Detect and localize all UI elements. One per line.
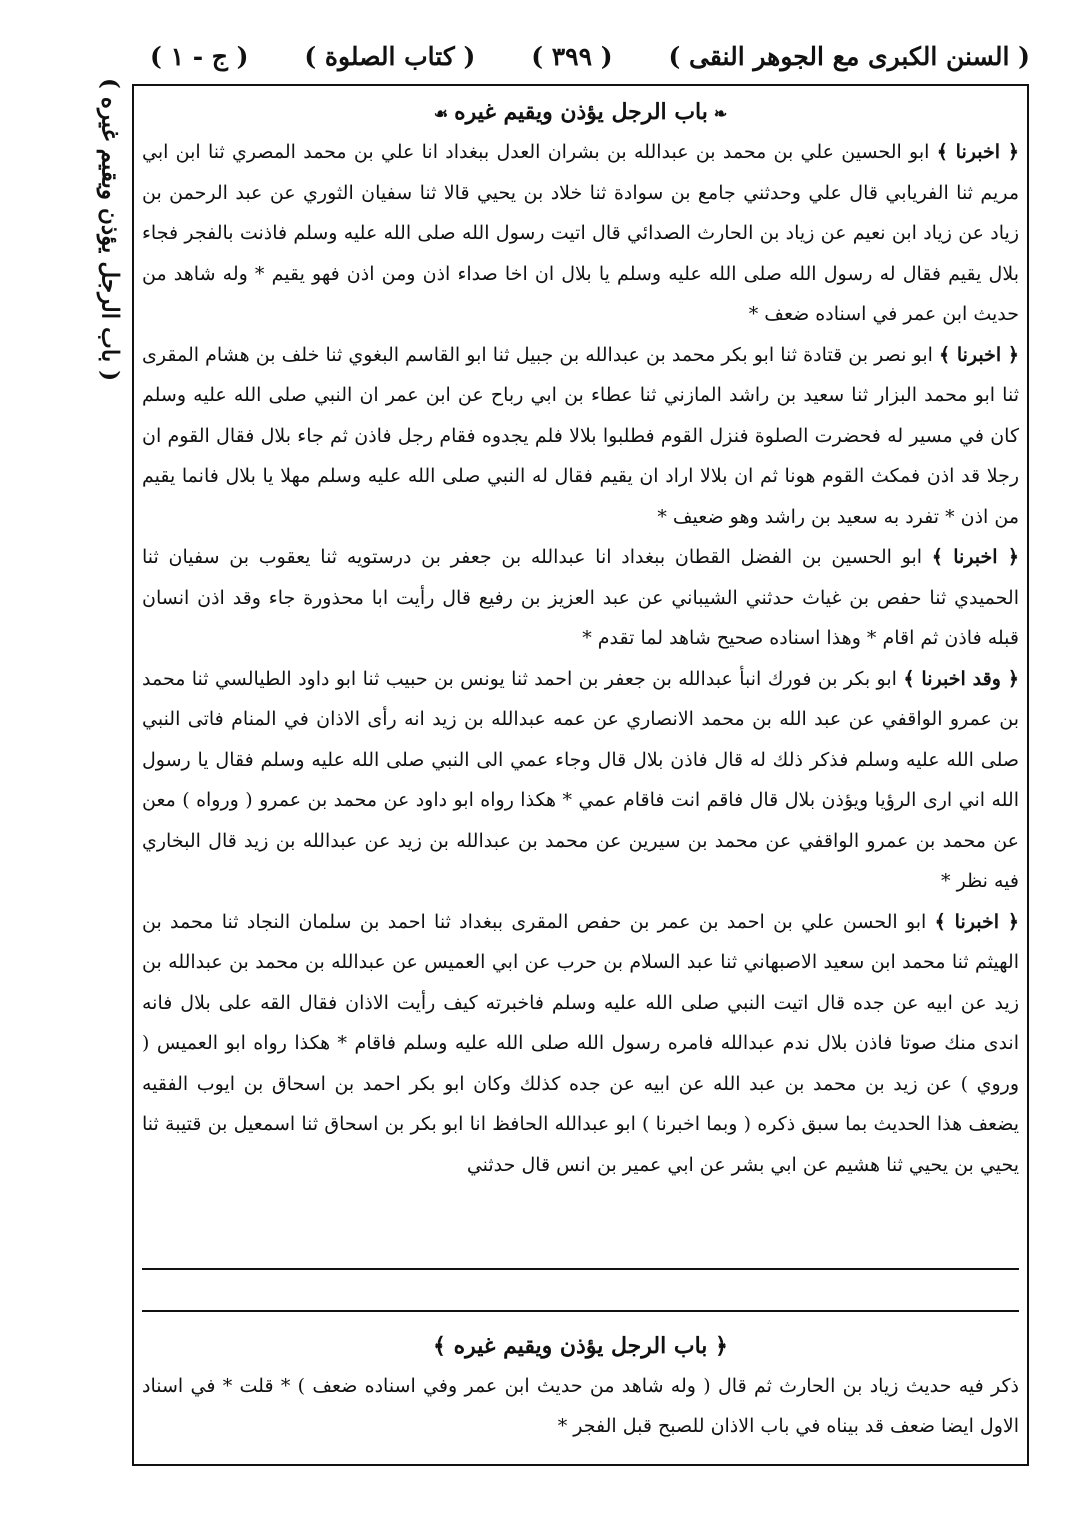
paragraph-text: ابو بكر بن فورك انبأ عبدالله بن جعفر بن احمد ثنا يونس بن حبيب ثنا ابو داود الطيالسي ثنا محمد بن عمرو الواقفي عن عبد الله بن محمد الانصاري عن عمه عبدالله بن زيد انه رأى الاذان في المنام فاتى النبي صلى الله عليه وسلم فذكر ذلك له قال فاذن بلال قال وجاء عمي الى النبي صلى الله عليه وسلم فقال يا رسول الله اني ارى الرؤيا ويؤذن بلال قال فاقم انت فاقام عمي * هكذا رواه ابو داود عن محمد بن عمرو ( ورواه ) معن عن محمد بن عمرو الواقفي عن محمد بن سيرين عن محمد بن عبدالله بن زيد عن عبدالله بن زيد قال البخاري فيه نظر *: [142, 667, 1019, 892]
left-ornament-icon: ❧: [713, 104, 728, 123]
paragraph-lead: ﴿ اخبرنا ﴾: [931, 546, 1019, 568]
paragraph-lead: ﴿ اخبرنا ﴾: [936, 141, 1019, 163]
hadith-paragraph: [142, 902, 1019, 1186]
notes-heading: ﴿ باب الرجل يؤذن ويقيم غيره ﴾: [433, 1333, 728, 1359]
volume-number: ( ج - ١ ): [150, 41, 249, 71]
page-number: ( ٣٩٩ ): [531, 41, 613, 71]
paragraph-text: ابو الحسين بن الفضل القطان ببغداد انا عبدالله بن جعفر بن درستويه ثنا يعقوب بن سفيان ثنا الحميدي ثنا حفص بن غياث حدثني الشيباني عن عبد العزيز بن رفيع قال رأيت ابا محذورة جاء وقد اذن انسان قبله فاذن ثم اقام * وهذا اسناده صحيح شاهد لما تقدم *: [142, 546, 1019, 649]
right-ornament-icon: ☙: [433, 104, 449, 123]
paragraph-text: ابو الحسين علي بن محمد بن عبدالله بن بشران العدل ببغداد انا علي بن محمد المصري ثنا ابن ابي مريم ثنا الفريابي قال علي وحدثني جامع بن سوادة ثنا خلاد بن يحيي قالا ثنا سفيان الثوري عن عبد الرحمن بن زياد عن زياد ابن نعيم عن زياد بن الحارث الصدائي قال اتيت رسول الله صلى الله عليه وسلم فاذنت بالفجر فجاء بلال يقيم فقال له رسول الله صلى الله عليه وسلم يا بلال ان اخا صداء اذن ومن اذن فهو يقيم * وله شاهد من حديث ابن عمر في اسناده ضعف *: [142, 141, 1019, 325]
hadith-paragraph: [142, 537, 1019, 659]
paragraph-lead: ﴿ وقد اخبرنا ﴾: [903, 667, 1019, 690]
margin-title: ( باب الرجل يؤذن ويقيم غيره ): [96, 78, 124, 382]
chapter-heading-text: باب الرجل يؤذن ويقيم غيره: [454, 99, 708, 125]
hadith-paragraph: [142, 335, 1019, 538]
divider-line: [142, 1268, 1019, 1270]
notes-text: ذكر فيه حديث زياد بن الحارث ثم قال ( وله شاهد من حديث ابن عمر وفي اسناده ضعف ) * قلت * في اسناد الاول ايضا ضعف قد بيناه في باب الاذان للصبح قبل الفجر *: [142, 1375, 1019, 1437]
book-title: ( السنن الكبرى مع الجوهر النقى ): [668, 41, 1030, 71]
main-text: [142, 92, 1019, 1185]
paragraph-text: ابو نصر بن قتادة ثنا ابو بكر محمد بن عبدالله بن جبيل ثنا ابو القاسم البغوي ثنا خلف بن هشام المقرى ثنا ابو محمد البزار ثنا سعيد بن راشد المازني ثنا عطاء بن ابي رباح عن ابن عمر ان النبي صلى الله عليه وسلم كان في مسير له فحضرت الصلوة فنزل القوم فطلبوا بلالا فلم يجدوه فقام رجل فاذن ثم جاء بلال فقال القوم ان رجلا قد اذن فمكث القوم هونا ثم ان بلالا اراد ان يقيم فقال له النبي صلى الله عليه وسلم مهلا يا بلال فانما يقيم من اذن * تفرد به سعيد بن راشد وهو ضعيف *: [142, 343, 1019, 528]
divider-line: [142, 1310, 1019, 1312]
notes-section: [142, 1326, 1019, 1446]
running-header: [150, 36, 1030, 76]
chapter-name: ( كتاب الصلوة ): [304, 41, 476, 71]
paragraph-lead: ﴿ اخبرنا ﴾: [939, 343, 1019, 366]
paragraph-lead: ﴿ اخبرنا ﴾: [934, 910, 1019, 933]
hadith-paragraph: [142, 132, 1019, 335]
notes-body: [142, 1366, 1019, 1446]
chapter-heading: [142, 92, 1019, 132]
paragraph-text: ابو الحسن علي بن احمد بن عمر بن حفص المقرى ببغداد ثنا احمد بن سلمان النجاد ثنا محمد بن الهيثم ثنا محمد ابن سعيد الاصبهاني ثنا عبد السلام بن حرب عن ابي العميس عن عبدالله بن محمد بن عبدالله بن زيد عن ابيه عن جده قال اتيت النبي صلى الله عليه وسلم فاخبرته كيف رأيت الاذان فقال القه على بلال فانه اندى منك صوتا فاذن بلال ندم عبدالله فامره رسول الله صلى الله عليه وسلم فاقام * هكذا رواه ابو العميس ( وروي ) عن زيد بن محمد بن عبد الله عن ابيه عن جده كذلك وكان ابو بكر احمد بن اسحاق بن ايوب الفقيه يضعف هذا الحديث بما سبق ذكره ( وبما اخبرنا ) ابو عبدالله الحافظ انا ابو بكر بن اسحاق ثنا اسمعيل بن قتيبة ثنا يحيي بن يحيي ثنا هشيم عن ابي بشر عن ابي عمير بن انس قال حدثني: [142, 910, 1019, 1176]
hadith-paragraph: [142, 659, 1019, 902]
